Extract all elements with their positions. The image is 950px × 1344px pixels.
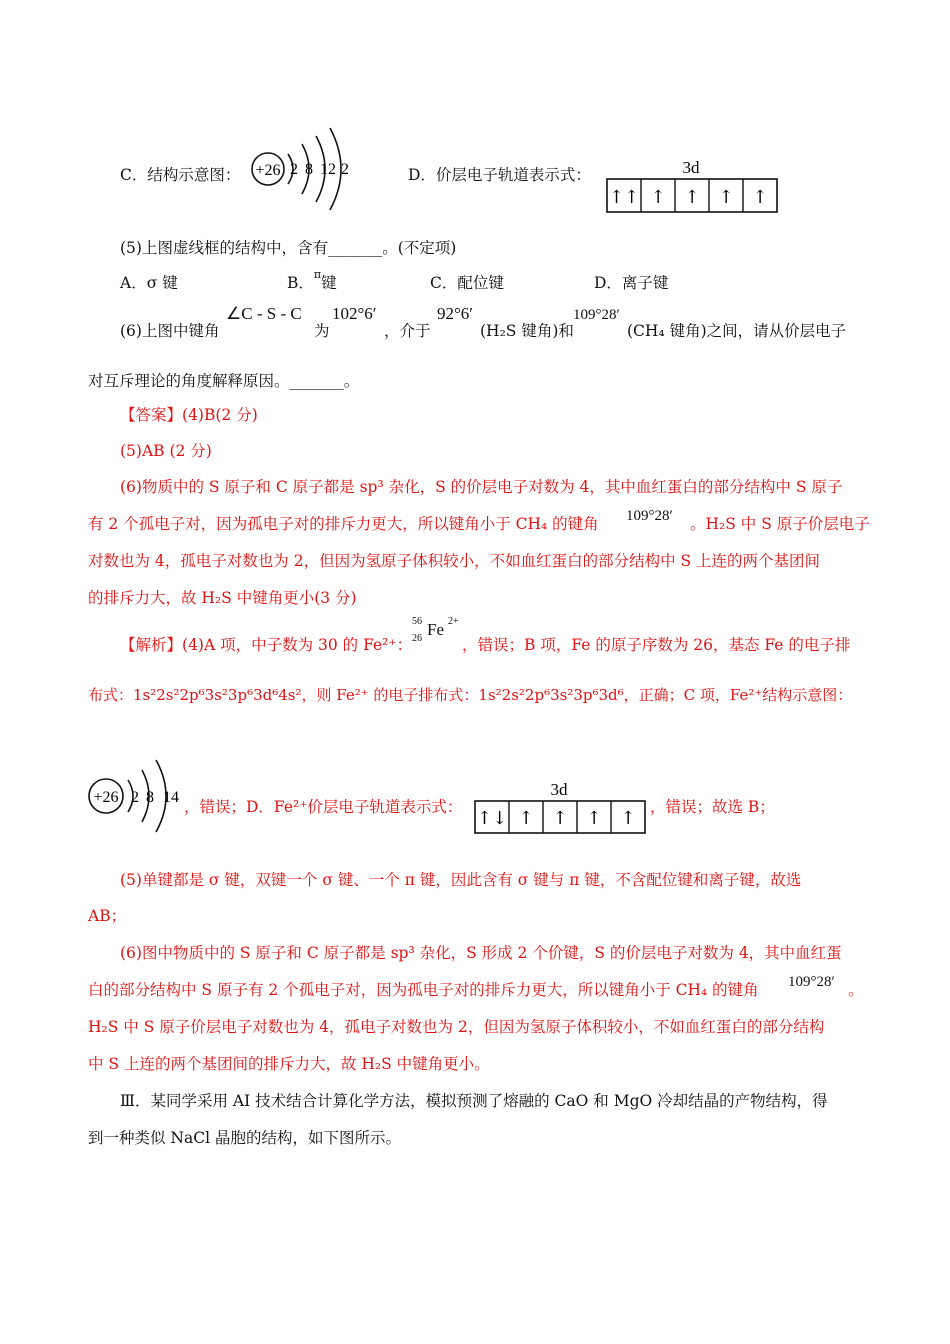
- atomic-structure-diagram-c: [244, 122, 364, 222]
- shell-count-1: 2: [290, 161, 298, 178]
- q5-option-a: A．σ 键: [120, 274, 178, 292]
- nucleus-charge: +26: [255, 162, 281, 179]
- analysis-line1a: 【解析】(4)A 项，中子数为 30 的 Fe²⁺：: [120, 636, 413, 654]
- q6-ch4-text: (CH₄ 键角)之间，请从价层电子: [627, 322, 847, 340]
- answer-a6-line2a: 有 2 个孤电子对，因为孤电子对的排斥力更大，所以键角小于 CH₄ 的键角: [88, 515, 599, 533]
- answer-a6-line3: 对数也为 4，孤电子对数也为 2，但因为氢原子体积较小，不如血红蛋白的部分结构中 S 上连的两个基团间: [88, 552, 821, 570]
- q6-angle-value: 102°6′: [332, 304, 377, 323]
- answer-a6-line4: 的排斥力大，故 H₂S 中键角更小(3 分): [88, 589, 357, 607]
- option-d-label: D．价层电子轨道表示式：: [408, 166, 591, 184]
- shell-count-4: 2: [341, 161, 349, 178]
- part3-line2: 到一种类似 NaCl 晶胞的结构，如下图所示。: [88, 1129, 401, 1147]
- q6-stem-end: 对互斥理论的角度解释原因。_______。: [88, 372, 360, 390]
- fe2-orbital-box-4: ↑: [586, 808, 602, 829]
- fe2-orbital-title: 3d: [550, 780, 568, 799]
- fe2-nucleus-charge: +26: [93, 789, 119, 806]
- orbital-box-3: ↑: [684, 187, 700, 208]
- fe-atomic-number: 26: [412, 633, 422, 644]
- analysis-line3a: ，错误；D．Fe²⁺价层电子轨道表示式：: [184, 798, 463, 816]
- fe2-orbital-box-2: ↑: [518, 808, 534, 829]
- analysis-p6-line2a: 白的部分结构中 S 原子有 2 个孤电子对，因为孤电子对的排斥力更大，所以键角小于 CH₄ 的键角: [88, 981, 759, 999]
- answer-a5: (5)AB (2 分): [120, 442, 212, 460]
- orbital-diagram-d: [604, 154, 780, 216]
- fe2-orbital-diagram: [472, 778, 648, 836]
- analysis-p5-line1: (5)单键都是 σ 键，双键一个 σ 键、一个 π 键，因此含有 σ 键与 π 键，不含配位键和离子键，故选: [120, 871, 802, 889]
- q6-between: ，介于: [384, 322, 431, 340]
- fe2-orbital-box-5: ↑: [620, 808, 636, 829]
- fe2-structure-diagram: [86, 752, 196, 840]
- q6-h2s-text: (H₂S 键角)和: [480, 322, 574, 340]
- fe-isotope-notation: [410, 616, 470, 656]
- fe2-shell-3: 14: [163, 789, 179, 806]
- shell-count-3: 12: [320, 161, 336, 178]
- fe2-shell-2: 8: [146, 789, 154, 806]
- orbital-box-1: ↑↑: [608, 187, 640, 208]
- analysis-p6-line3: H₂S 中 S 原子价层电子对数也为 4，孤电子对数也为 2，但因为氢原子体积较小，不如血红蛋白的部分结构: [88, 1018, 825, 1036]
- analysis-line2: 布式：1s²2s²2p⁶3s²3p⁶3d⁶4s²，则 Fe²⁺ 的电子排布式：1s²2s²2p⁶3s²3p⁶3d⁶，正确；C 项，Fe²⁺结构示意图：: [88, 686, 853, 704]
- shell-count-2: 8: [305, 161, 313, 178]
- orbital-box-4: ↑: [718, 187, 734, 208]
- analysis-p6-line4: 中 S 上连的两个基团间的排斥力大，故 H₂S 中键角更小。: [88, 1055, 490, 1073]
- fe-charge: 2+: [448, 616, 459, 627]
- fe-mass-number: 56: [412, 616, 422, 627]
- answer-a6-line1: (6)物质中的 S 原子和 C 原子都是 sp³ 杂化，S 的价层电子对数为 4，其中血红蛋白的部分结构中 S 原子: [120, 478, 843, 496]
- fe-symbol: Fe: [427, 620, 444, 639]
- orbital-box-2: ↑: [650, 187, 666, 208]
- orbital-title: 3d: [682, 158, 700, 177]
- q6-angle-label: ∠C - S - C: [226, 304, 302, 323]
- answer-a6-line2b: 。H₂S 中 S 原子价层电子: [690, 515, 870, 533]
- q5-option-d: D．离子键: [594, 274, 669, 292]
- q6-stem-start: (6)上图中键角: [120, 322, 220, 340]
- answer-angle: 109°28′: [626, 508, 673, 524]
- q5-stem: (5)上图虚线框的结构中，含有_______。(不定项): [120, 239, 457, 257]
- option-c-label: C．结构示意图：: [120, 166, 241, 184]
- fe2-orbital-box-1: ↑↓: [476, 808, 508, 829]
- q6-angle-h2s: 92°6′: [437, 304, 474, 323]
- q6-angle-ch4: 109°28′: [573, 307, 620, 323]
- analysis-p5-line2: AB；: [88, 907, 127, 925]
- pi-symbol: π: [313, 267, 322, 281]
- analysis-angle: 109°28′: [788, 974, 835, 990]
- orbital-box-5: ↑: [752, 187, 768, 208]
- q6-wei: 为: [314, 322, 330, 340]
- analysis-line1b: ，错误；B 项，Fe 的原子序数为 26，基态 Fe 的电子排: [462, 636, 851, 654]
- fe2-shell-1: 2: [131, 789, 139, 806]
- part3-line1: Ⅲ．某同学采用 AI 技术结合计算化学方法，模拟预测了熔融的 CaO 和 MgO 冷却结晶的产物结构，得: [120, 1092, 828, 1110]
- answer-a4: 【答案】(4)B(2 分): [120, 406, 258, 424]
- analysis-line3b: ，错误；故选 B；: [650, 798, 775, 816]
- q5-option-c: C．配位键: [430, 274, 504, 292]
- analysis-p6-line2b: 。: [848, 981, 864, 999]
- analysis-p6-line1: (6)图中物质中的 S 原子和 C 原子都是 sp³ 杂化，S 形成 2 个价键，S 的价层电子对数为 4，其中血红蛋: [120, 944, 842, 962]
- fe2-orbital-box-3: ↑: [552, 808, 568, 829]
- q5-option-b: B．$^\pi$键: [287, 267, 337, 292]
- analysis-tag: 【解析】: [120, 636, 183, 654]
- answer-tag: 【答案】: [120, 406, 183, 424]
